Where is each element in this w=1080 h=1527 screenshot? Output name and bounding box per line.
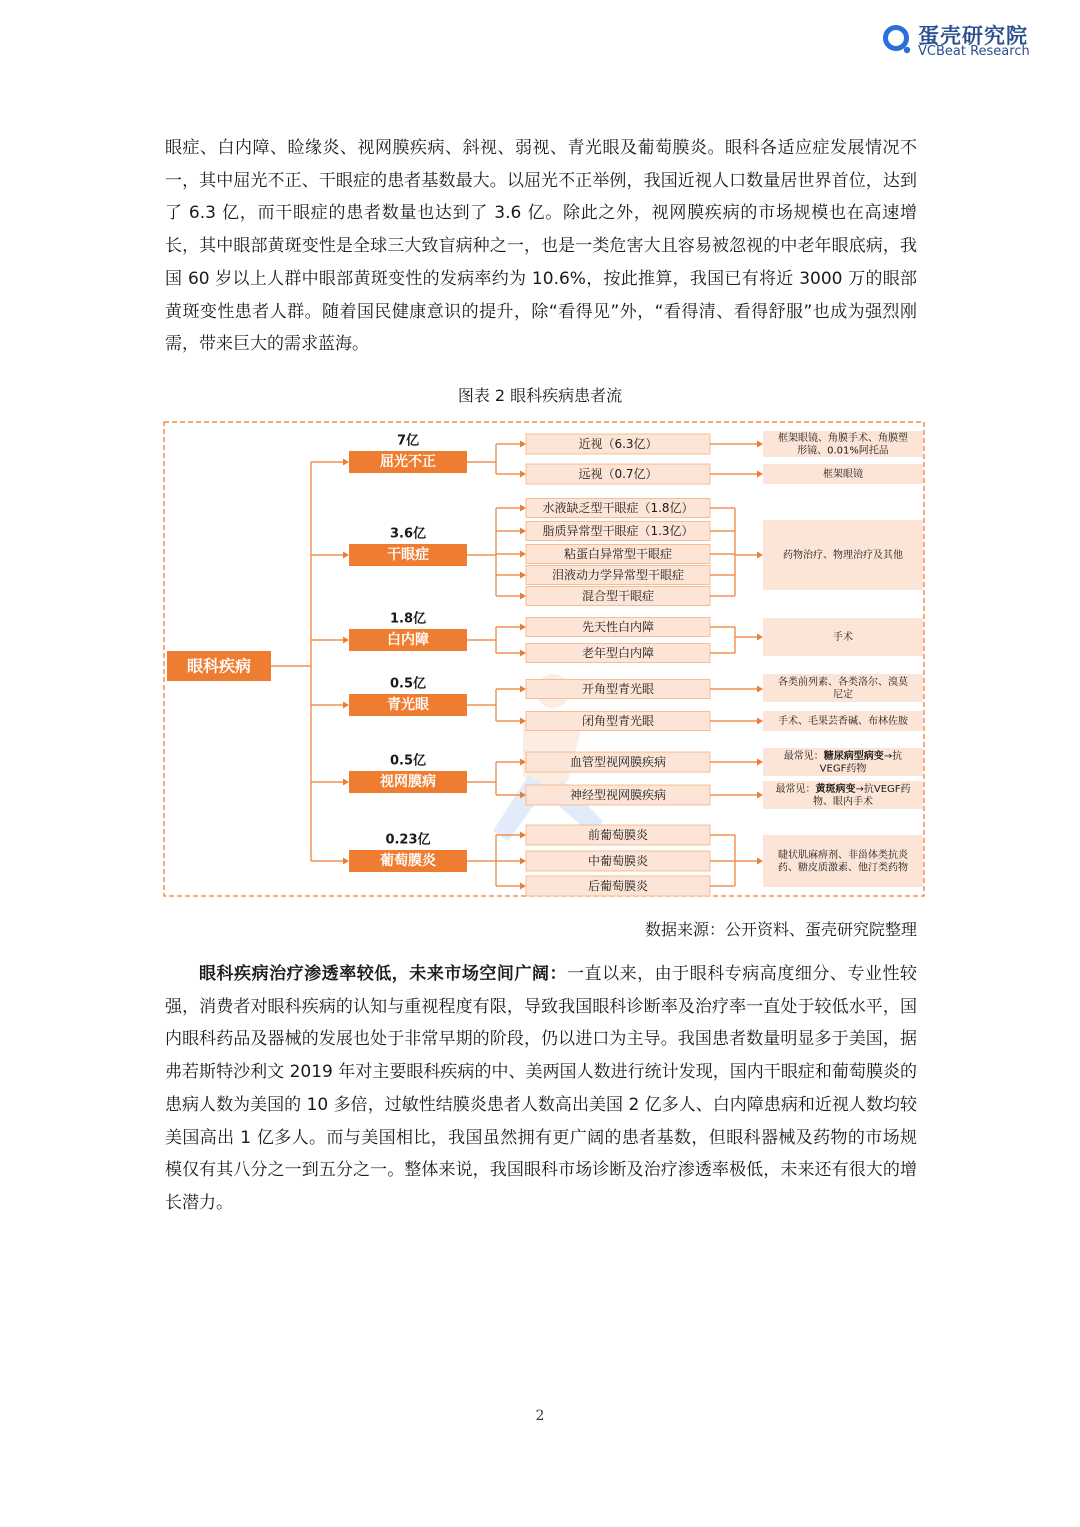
category-2-subtype-5-label: 混合型干眼症: [581, 589, 655, 603]
logo-name-en: VCBeat Research: [918, 44, 1030, 59]
category-5-treatment-1-line-1-part-2: 糖尿病型病变: [823, 750, 884, 762]
category-3-name: 白内障: [387, 632, 429, 648]
category-1-treatment-2-line-1: [823, 467, 863, 480]
category-3-subtype-2-arrow-head: [520, 650, 526, 657]
figure-source: 数据来源：公开资料、蛋壳研究院整理: [644, 920, 917, 939]
category-6-subtype-3-arrow-head: [520, 883, 526, 890]
category-6-subtype-2-arrow-head: [520, 858, 526, 865]
category-2-treatment-arrow-head: [757, 552, 763, 559]
category-1-subtype-1-label: 近视（6.3亿）: [578, 437, 658, 451]
category-2-subtype-2-arrow-head: [520, 528, 526, 535]
patient-flow-diagram: [163, 421, 925, 897]
category-5-arrow-head: [343, 779, 349, 786]
category-5-treatment-1-line-2: [820, 761, 867, 774]
category-5-treatment-2-line-1-part-3: →抗VEGF药: [855, 783, 911, 795]
category-5-treatment-2-line-2-part-1: 物、眼内手术: [813, 795, 873, 807]
category-4-name: 青光眼: [387, 697, 429, 713]
category-2-arrow-head: [343, 552, 349, 559]
category-5-treatment-1-line-1-part-1: 最常见：: [783, 750, 824, 762]
category-4-subtype-2-to-treatment-head: [757, 718, 763, 725]
category-4-subtype-1-label: 开角型青光眼: [581, 682, 655, 696]
category-5-name: 视网膜病: [380, 774, 436, 790]
category-1-subtype-2-to-treatment-head: [757, 471, 763, 478]
category-1-subtype-1-to-treatment-head: [757, 441, 763, 448]
category-4-subtype-1-to-treatment-head: [757, 686, 763, 693]
category-6-treatment-arrow-head: [757, 858, 763, 865]
category-2-subtype-1-label: 水液缺乏型干眼症（1.8亿）: [542, 501, 694, 515]
category-3-count: 1.8亿: [389, 611, 427, 627]
category-6-name: 葡萄膜炎: [380, 853, 436, 869]
category-2-subtype-4-arrow-head: [520, 572, 526, 579]
category-3-treatment-arrow-head: [757, 634, 763, 641]
category-5-subtype-1-to-treatment-head: [757, 759, 763, 766]
category-6-treatment-1-line-2: [778, 860, 908, 873]
category-4-treatment-2-line-1-part-1: 手术、毛果芸香碱、布林佐胺: [778, 715, 908, 727]
category-5-treatment-1-line-1-part-3: →抗: [883, 750, 903, 762]
category-3-subtype-1-label: 先天性白内障: [581, 620, 655, 634]
category-5-subtype-2-label: 神经型视网膜疾病: [569, 788, 667, 802]
category-4-count: 0.5亿: [389, 676, 427, 692]
category-1-count: 7亿: [396, 433, 420, 449]
category-2-subtype-3-arrow-head: [520, 551, 526, 558]
category-4-subtype-2-label: 闭角型青光眼: [581, 714, 655, 728]
category-5-treatment-2-line-2: [813, 794, 873, 807]
category-6-treatment-1-line-1: [778, 847, 909, 860]
category-1-treatment-2-line-1-part-1: 框架眼镜: [823, 468, 863, 480]
category-6-treatment-1-line-2-part-1: 药、糖皮质激素、他汀类药物: [778, 861, 908, 873]
category-3-subtype-1-arrow-head: [520, 624, 526, 631]
category-1-name: 屈光不正: [380, 454, 436, 470]
logo-mark-icon: [882, 24, 912, 54]
category-2-subtype-3-label: 粘蛋白异常型干眼症: [563, 547, 673, 561]
paragraph-body: 一直以来，由于眼科专病高度细分、专业性较强，消费者对眼科疾病的认知与重视程度有限，导致我国眼科诊断率及治疗率一直处于较低水平，国内眼科药品及器械的发展也处于非常早期的阶段，仍以进口为主导。我国患者数量明显多于美国，据弗若斯特沙利文 2019 年对主要眼科疾病的中、美两国人数进行统计发现，国内干眼症和葡萄膜炎的患病人数为美国的 10 多倍，过敏性结膜炎患者人数高出美国 2 亿多人、白内障患病和近视人数均较美国高出 1 亿多人。而与美国相比，我国虽然拥有更广阔的患者基数，但眼科器械及药物的市场规模仅有其八分之一到五分之一。整体来说，我国眼科市场诊断及治疗渗透率极低，未来还有很大的增长潜力。: [165, 964, 918, 1213]
category-6-arrow-head: [343, 858, 349, 865]
category-2-name: 干眼症: [387, 547, 429, 563]
category-5-treatment-2-line-1-part-1: 最常见：: [775, 783, 816, 795]
category-1-treatment-1-line-2-part-1: 形镜、0.01%阿托品: [797, 444, 889, 456]
category-1-treatment-1-line-1-part-1: 框架眼镜、角膜手术、角膜塑: [778, 432, 908, 444]
category-2-treatment-1-line-1: [783, 548, 903, 561]
category-6-treatment-1-line-1-part-1: 睫状肌麻痹剂、非甾体类抗炎: [778, 849, 908, 861]
category-2-subtype-1-arrow-head: [520, 505, 526, 512]
category-1-treatment-1-line-2: [797, 443, 889, 456]
category-3-treatment-1-line-1-part-1: 手术: [833, 631, 853, 643]
category-1-subtype-2-label: 远视（0.7亿）: [578, 467, 658, 481]
category-6-subtype-1-label: 前葡萄膜炎: [587, 828, 649, 842]
category-5-treatment-2-line-1-part-2: 黄斑病变: [815, 783, 856, 795]
category-2-count: 3.6亿: [389, 526, 427, 542]
category-5-treatment-2-line-1: [775, 781, 910, 794]
category-6-subtype-3-label: 后葡萄膜炎: [587, 879, 649, 893]
category-3-treatment-1-line-1: [833, 630, 853, 643]
category-6-subtype-2-label: 中葡萄膜炎: [587, 854, 649, 868]
category-1-subtype-2-arrow-head: [520, 471, 526, 478]
category-2-subtype-2-label: 脂质异常型干眼症（1.3亿）: [542, 524, 694, 538]
category-1-treatment-1-line-1: [778, 430, 908, 443]
category-1-arrow-head: [343, 459, 349, 466]
category-4-treatment-1-line-2-part-1: 尼定: [833, 688, 853, 700]
category-4-arrow-head: [343, 702, 349, 709]
category-1-subtype-1-arrow-head: [520, 441, 526, 448]
body-paragraph-1: 眼症、白内障、睑缘炎、视网膜疾病、斜视、弱视、青光眼及葡萄膜炎。眼科各适应症发展情况不一，其中屈光不正、干眼症的患者基数最大。以屈光不正举例，我国近视人口数量居世界首位，达到了 6.3 亿，而干眼症的患者数量也达到了 3.6 亿。除此之外，视网膜疾病的市场规模也在高速增长，其中眼部黄斑变性是全球三大致盲病种之一，也是一类危害大且容易被忽视的中老年眼底病，我国 60 岁以上人群中眼部黄斑变性的发病率约为 10.6%，按此推算，我国已有将近 3000 万的眼部黄斑变性患者人群。随着国民健康意识的提升，除“看得见”外，“看得清、看得舒服”也成为强烈刚需，带来巨大的需求蓝海。: [165, 138, 917, 355]
category-4-treatment-1-line-1-part-1: 各类前列素、各类洛尔、溴莫: [778, 676, 908, 688]
category-5-treatment-1-line-2-part-1: VEGF药物: [819, 762, 867, 774]
category-6-subtype-1-arrow-head: [520, 832, 526, 839]
category-3-arrow-head: [343, 637, 349, 644]
figure-caption: 图表 2 眼科疾病患者流: [457, 386, 623, 405]
category-4-treatment-2-line-1: [778, 714, 908, 727]
category-5-count: 0.5亿: [389, 753, 427, 769]
category-5-treatment-1-line-1: [784, 748, 902, 761]
logo-name-cn: 蛋壳研究院: [918, 24, 1028, 48]
category-5-subtype-2-to-treatment-head: [757, 792, 763, 799]
category-2-treatment-1-line-1-part-1: 药物治疗、物理治疗及其他: [783, 549, 903, 561]
brand-logo: [882, 20, 1062, 60]
paragraph-lead: 眼科疾病治疗渗透率较低，未来市场空间广阔：: [199, 964, 568, 984]
root-node-label: 眼科疾病: [186, 656, 252, 676]
page-number: 2: [535, 1408, 545, 1424]
category-4-treatment-1-line-2: [833, 688, 853, 700]
category-5-subtype-1-label: 血管型视网膜疾病: [569, 755, 667, 769]
category-2-subtype-4-label: 泪液动力学异常型干眼症: [551, 568, 685, 582]
category-3-subtype-2-label: 老年型白内障: [581, 646, 655, 660]
category-6-count: 0.23亿: [385, 832, 431, 848]
category-4-treatment-1-line-1: [778, 674, 908, 687]
category-2-subtype-5-arrow-head: [520, 593, 526, 600]
body-paragraph-2: [165, 958, 917, 1220]
category-4-subtype-1-arrow-head: [520, 686, 526, 693]
